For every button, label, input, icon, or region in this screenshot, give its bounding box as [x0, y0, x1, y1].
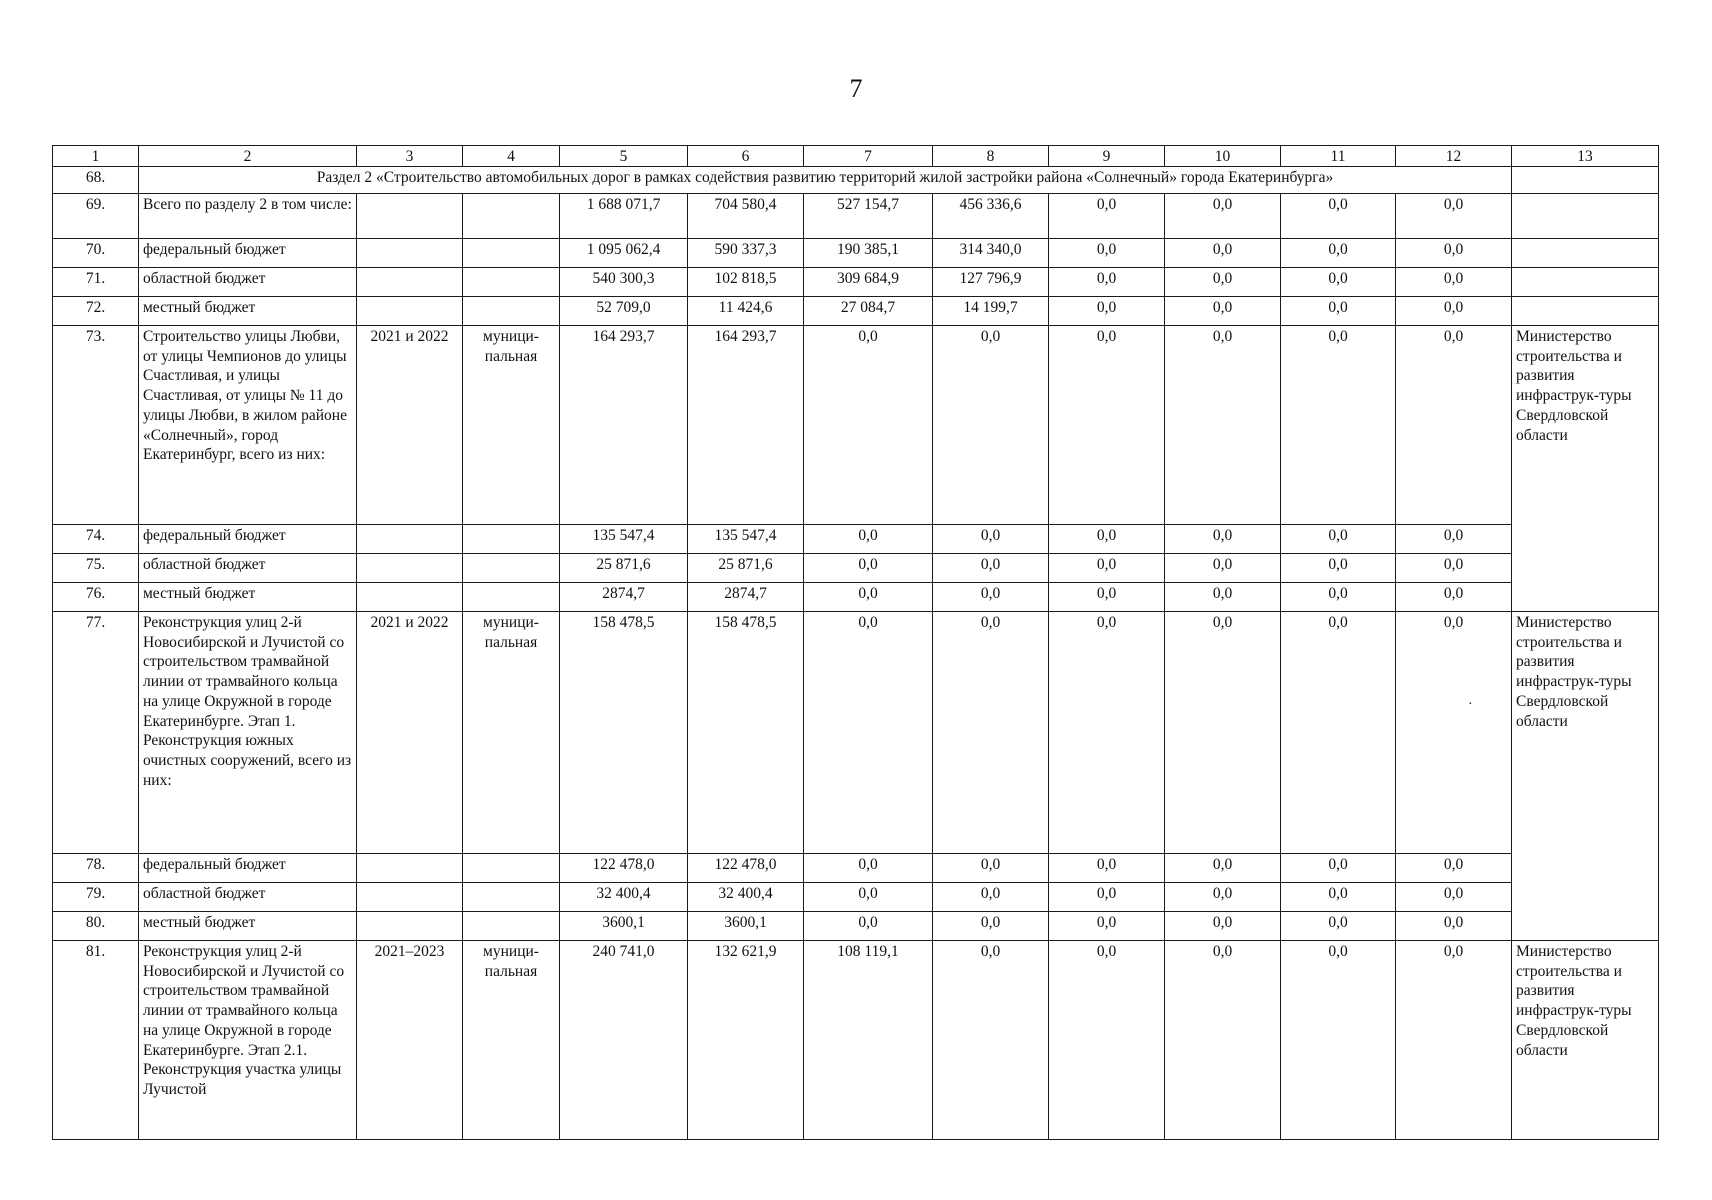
period-cell [357, 912, 463, 941]
page-number: 7 [849, 74, 863, 103]
period-cell [357, 268, 463, 297]
row-name: Реконструкция улиц 2-й Новосибирской и Лучистой со строительством трамвайной линии от трамвайного кольца на улице Окружной в городе Екатеринбурге. Этап 2.1. Реконструкция участка улицы Лучистой [139, 941, 357, 1140]
value-cell: 32 400,4 [560, 883, 688, 912]
value-cell: 0,0 [804, 525, 933, 554]
value-cell: 0,0 [1281, 268, 1396, 297]
value-cell: 0,0 [1396, 326, 1512, 525]
executor-cell: Министерство строительства и развития инфраструк-туры Свердловской области [1512, 941, 1659, 1140]
value-cell: 0,0 [1396, 583, 1512, 612]
value-cell: 590 337,3 [688, 239, 804, 268]
period-cell [357, 525, 463, 554]
value-cell: 0,0 [933, 912, 1049, 941]
column-number: 2 [139, 146, 357, 167]
column-number-row [53, 146, 1659, 167]
type-cell [463, 583, 560, 612]
value-cell: 0,0 [933, 941, 1049, 1140]
value-cell: 0,0 [1049, 612, 1165, 854]
value-cell: 0,0 [1281, 912, 1396, 941]
row-name: федеральный бюджет [139, 239, 357, 268]
value-cell: 0,0 [1165, 297, 1281, 326]
value-cell: 1 688 071,7 [560, 194, 688, 239]
table-row [53, 297, 1659, 326]
empty-cell [1512, 167, 1659, 194]
row-number: 76. [53, 583, 139, 612]
value-cell: 135 547,4 [688, 525, 804, 554]
column-number: 1 [53, 146, 139, 167]
value-cell: 0,0 [804, 583, 933, 612]
row-name: областной бюджет [139, 554, 357, 583]
value-cell: 240 741,0 [560, 941, 688, 1140]
row-number: 70. [53, 239, 139, 268]
row-name: Реконструкция улиц 2-й Новосибирской и Лучистой со строительством трамвайной линии от трамвайного кольца на улице Окружной в городе Екатеринбурге. Этап 1. Реконструкция южных очистных сооружений, всего из них: [139, 612, 357, 854]
row-name: Всего по разделу 2 в том числе: [139, 194, 357, 239]
value-cell: 0,0 [1049, 297, 1165, 326]
column-number: 6 [688, 146, 804, 167]
column-number: 9 [1049, 146, 1165, 167]
value-cell: 0,0 [1165, 525, 1281, 554]
type-cell [463, 194, 560, 239]
type-cell [463, 268, 560, 297]
value-cell: 0,0 [1165, 941, 1281, 1140]
value-cell: 122 478,0 [688, 854, 804, 883]
column-number: 3 [357, 146, 463, 167]
row-number: 78. [53, 854, 139, 883]
value-cell: 0,0 [1281, 941, 1396, 1140]
section-row [53, 167, 1659, 194]
type-cell: муници-пальная [463, 941, 560, 1140]
value-cell: 540 300,3 [560, 268, 688, 297]
type-cell: муници-пальная [463, 326, 560, 525]
table-row [53, 941, 1659, 1140]
value-cell: 0,0 [933, 854, 1049, 883]
value-cell: 127 796,9 [933, 268, 1049, 297]
row-number: 81. [53, 941, 139, 1140]
value-cell: 0,0 [1396, 612, 1512, 854]
period-cell [357, 554, 463, 583]
value-cell: 0,0 [1165, 583, 1281, 612]
value-cell: 0,0 [1049, 268, 1165, 297]
table-row [53, 268, 1659, 297]
row-number: 71. [53, 268, 139, 297]
value-cell: 0,0 [1049, 854, 1165, 883]
value-cell: 0,0 [1281, 854, 1396, 883]
value-cell: 0,0 [933, 554, 1049, 583]
value-cell: 0,0 [1281, 612, 1396, 854]
value-cell: 52 709,0 [560, 297, 688, 326]
value-cell: 0,0 [933, 326, 1049, 525]
row-number: 69. [53, 194, 139, 239]
program-table [52, 145, 1659, 1140]
value-cell: 2874,7 [560, 583, 688, 612]
period-cell: 2021 и 2022 [357, 326, 463, 525]
column-number: 5 [560, 146, 688, 167]
column-number: 8 [933, 146, 1049, 167]
period-cell: 2021 и 2022 [357, 612, 463, 854]
table-row [53, 326, 1659, 525]
value-cell: 0,0 [933, 583, 1049, 612]
value-cell: 0,0 [1396, 554, 1512, 583]
value-cell: 132 621,9 [688, 941, 804, 1140]
column-number: 13 [1512, 146, 1659, 167]
executor-cell: Министерство строительства и развития инфраструк-туры Свердловской области [1512, 612, 1659, 941]
column-number: 12 [1396, 146, 1512, 167]
value-cell: 164 293,7 [560, 326, 688, 525]
value-cell: 456 336,6 [933, 194, 1049, 239]
type-cell [463, 554, 560, 583]
value-cell: 0,0 [1165, 194, 1281, 239]
row-number: 73. [53, 326, 139, 525]
period-cell [357, 239, 463, 268]
table-row [53, 194, 1659, 239]
value-cell: 0,0 [804, 326, 933, 525]
value-cell: 0,0 [1281, 239, 1396, 268]
value-cell: 0,0 [933, 883, 1049, 912]
value-cell: 0,0 [1165, 326, 1281, 525]
row-number: 77. [53, 612, 139, 854]
value-cell: 0,0 [1165, 554, 1281, 583]
value-cell: 0,0 [1165, 239, 1281, 268]
value-cell: 0,0 [1049, 194, 1165, 239]
value-cell: 102 818,5 [688, 268, 804, 297]
value-cell: 190 385,1 [804, 239, 933, 268]
type-cell [463, 297, 560, 326]
value-cell: 0,0 [1049, 525, 1165, 554]
value-cell: 0,0 [1396, 239, 1512, 268]
row-name: федеральный бюджет [139, 525, 357, 554]
period-cell [357, 583, 463, 612]
value-cell: 0,0 [1165, 268, 1281, 297]
value-cell: 108 119,1 [804, 941, 933, 1140]
value-cell: 0,0 [1281, 297, 1396, 326]
value-cell: 0,0 [1165, 854, 1281, 883]
period-cell [357, 194, 463, 239]
table-row [53, 912, 1659, 941]
value-cell: 0,0 [1049, 583, 1165, 612]
value-cell: 11 424,6 [688, 297, 804, 326]
row-number: 68. [53, 167, 139, 194]
table-row [53, 554, 1659, 583]
value-cell: 14 199,7 [933, 297, 1049, 326]
value-cell: 0,0 [804, 612, 933, 854]
section-title: Раздел 2 «Строительство автомобильных дорог в рамках содействия развитию территорий жилой застройки района «Солнечный» города Екатеринбурга» [139, 167, 1512, 194]
value-cell: 0,0 [933, 612, 1049, 854]
value-cell: 0,0 [1396, 268, 1512, 297]
value-cell: 0,0 [804, 854, 933, 883]
value-cell: 2874,7 [688, 583, 804, 612]
row-number: 80. [53, 912, 139, 941]
empty-cell [1512, 239, 1659, 268]
column-number: 7 [804, 146, 933, 167]
value-cell: 0,0 [1281, 583, 1396, 612]
value-cell: 0,0 [1049, 239, 1165, 268]
type-cell [463, 525, 560, 554]
period-cell: 2021–2023 [357, 941, 463, 1140]
type-cell: муници-пальная [463, 612, 560, 854]
value-cell: 0,0 [1396, 912, 1512, 941]
type-cell [463, 883, 560, 912]
value-cell: 25 871,6 [560, 554, 688, 583]
value-cell: 527 154,7 [804, 194, 933, 239]
value-cell: 0,0 [1165, 883, 1281, 912]
value-cell: 0,0 [1396, 525, 1512, 554]
row-number: 72. [53, 297, 139, 326]
row-name: Строительство улицы Любви, от улицы Чемпионов до улицы Счастливая, и улицы Счастливая, от улицы № 11 до улицы Любви, в жилом районе «Солнечный», город Екатеринбург, всего из них: [139, 326, 357, 525]
value-cell: 0,0 [1049, 912, 1165, 941]
table-row [53, 883, 1659, 912]
value-cell: 0,0 [1049, 326, 1165, 525]
row-name: федеральный бюджет [139, 854, 357, 883]
row-name: местный бюджет [139, 912, 357, 941]
empty-cell [1512, 194, 1659, 239]
stray-mark: · [1468, 697, 1473, 712]
value-cell: 1 095 062,4 [560, 239, 688, 268]
value-cell: 0,0 [1396, 194, 1512, 239]
value-cell: 309 684,9 [804, 268, 933, 297]
row-number: 79. [53, 883, 139, 912]
value-cell: 122 478,0 [560, 854, 688, 883]
value-cell: 704 580,4 [688, 194, 804, 239]
value-cell: 164 293,7 [688, 326, 804, 525]
period-cell [357, 854, 463, 883]
row-name: местный бюджет [139, 583, 357, 612]
row-number: 74. [53, 525, 139, 554]
value-cell: 0,0 [804, 912, 933, 941]
value-cell: 0,0 [1396, 941, 1512, 1140]
table-row [53, 854, 1659, 883]
value-cell: 32 400,4 [688, 883, 804, 912]
value-cell: 0,0 [804, 554, 933, 583]
column-number: 4 [463, 146, 560, 167]
value-cell: 0,0 [1396, 297, 1512, 326]
type-cell [463, 854, 560, 883]
table-row [53, 239, 1659, 268]
value-cell: 3600,1 [688, 912, 804, 941]
value-cell: 0,0 [1396, 854, 1512, 883]
table-row [53, 583, 1659, 612]
row-name: областной бюджет [139, 883, 357, 912]
table-row [53, 525, 1659, 554]
type-cell [463, 912, 560, 941]
value-cell: 0,0 [1049, 883, 1165, 912]
table-row [53, 612, 1659, 854]
value-cell: 0,0 [1281, 554, 1396, 583]
type-cell [463, 239, 560, 268]
column-number: 10 [1165, 146, 1281, 167]
value-cell: 0,0 [1281, 525, 1396, 554]
value-cell: 0,0 [1281, 883, 1396, 912]
period-cell [357, 297, 463, 326]
row-name: областной бюджет [139, 268, 357, 297]
empty-cell [1512, 268, 1659, 297]
row-number: 75. [53, 554, 139, 583]
value-cell: 3600,1 [560, 912, 688, 941]
value-cell: 0,0 [1281, 326, 1396, 525]
empty-cell [1512, 297, 1659, 326]
value-cell: 0,0 [1281, 194, 1396, 239]
value-cell: 0,0 [1165, 912, 1281, 941]
value-cell: 0,0 [804, 883, 933, 912]
value-cell: 0,0 [1165, 612, 1281, 854]
value-cell: 0,0 [1049, 941, 1165, 1140]
value-cell: 158 478,5 [688, 612, 804, 854]
value-cell: 0,0 [1049, 554, 1165, 583]
value-cell: 0,0 [1396, 883, 1512, 912]
column-number: 11 [1281, 146, 1396, 167]
value-cell: 27 084,7 [804, 297, 933, 326]
value-cell: 314 340,0 [933, 239, 1049, 268]
period-cell [357, 883, 463, 912]
value-cell: 25 871,6 [688, 554, 804, 583]
value-cell: 0,0 [933, 525, 1049, 554]
row-name: местный бюджет [139, 297, 357, 326]
value-cell: 135 547,4 [560, 525, 688, 554]
value-cell: 158 478,5 [560, 612, 688, 854]
executor-cell: Министерство строительства и развития инфраструк-туры Свердловской области [1512, 326, 1659, 612]
